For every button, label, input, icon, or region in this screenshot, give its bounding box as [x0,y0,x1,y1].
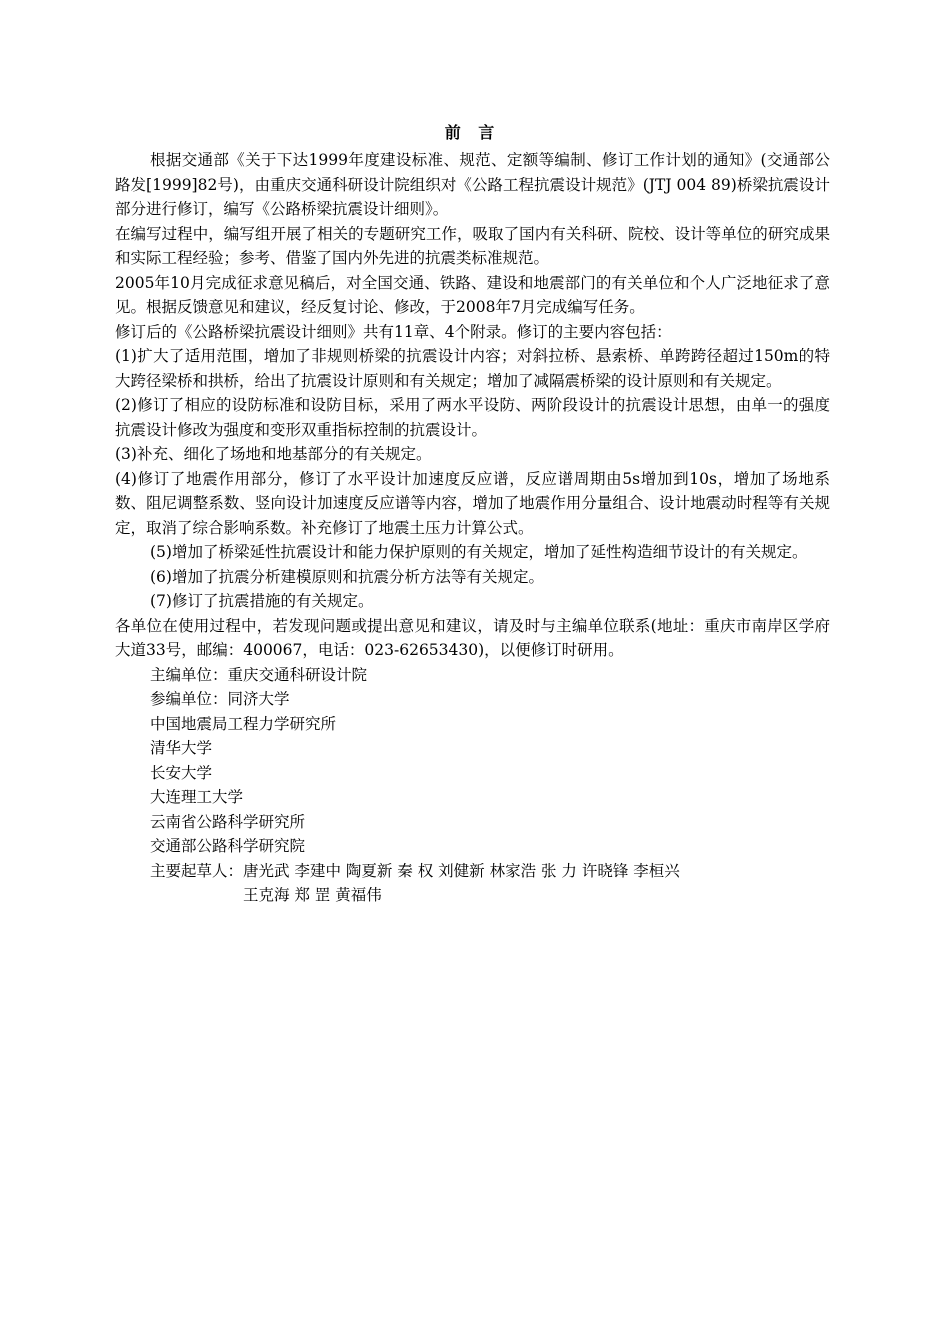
paragraph-process: 在编写过程中，编写组开展了相关的专题研究工作，吸取了国内有关科研、院校、设计等单位的研究成果和实际工程经验；参考、借鉴了国内外先进的抗震类标准规范。 [115,224,830,267]
drafters-line: 王克海 郑 罡 黄福伟 [243,886,382,904]
revision-item-3: (3)补充、细化了场地和地基部分的有关规定。 [115,445,432,463]
unit-list-item: 中国地震局工程力学研究所 [150,714,337,733]
unit-editor-in-chief: 主编单位：重庆交通科研设计院 [150,665,368,684]
page-title: 前 言 [444,123,501,142]
unit-participating: 参编单位：同济大学 [150,690,290,708]
drafters-names [243,859,830,908]
unit-list-item: 长安大学 [150,763,213,782]
paragraph-intro: 根据交通部《关于下达1999年度建设标准、规范、定额等编制、修订工作计划的通知》(交通部公路发[1999]82号)，由重庆交通科研设计院组织对《公路工程抗震设计规范》(JTJ 004 89)桥梁抗震设计部分进行修订，编写《公路桥梁抗震设计细则》。 [115,151,830,218]
preface-page [115,118,830,908]
revision-item-2: (2)修订了相应的设防标准和设防目标，采用了两水平设防、两阶段设计的抗震设计思想，由单一的强度抗震设计修改为强度和变形双重指标控制的抗震设计。 [115,396,830,439]
revision-item-4: (4)修订了地震作用部分，修订了水平设计加速度反应谱，反应谱周期由5s增加到10s，增加了场地系数、阻尼调整系数、竖向设计加速度反应谱等内容，增加了地震作用分量组合、设计地震动时程等有关规定，取消了综合影响系数。补充修订了地震土压力计算公式。 [115,469,830,537]
drafters-label: 主要起草人： [150,861,244,880]
paragraph-summary: 修订后的《公路桥梁抗震设计细则》共有11章、4个附录。修订的主要内容包括： [115,322,672,341]
unit-list-item: 清华大学 [150,739,213,757]
revision-item-1: (1)扩大了适用范围，增加了非规则桥梁的抗震设计内容；对斜拉桥、悬索桥、单跨跨径超过150m的特大跨径梁桥和拱桥，给出了抗震设计原则和有关规定；增加了减隔震桥梁的设计原则和有关规定。 [115,347,830,390]
unit-list-item: 云南省公路科学研究所 [150,812,306,831]
drafters-line: 唐光武 李建中 陶夏新 秦 权 刘健新 林家浩 张 力 许晓锋 李桓兴 [243,861,680,880]
paragraph-contact: 各单位在使用过程中，若发现问题或提出意见和建议，请及时与主编单位联系(地址：重庆市南岸区学府大道33号，邮编：400067，电话：023-62653430)，以便修订时研用。 [115,616,830,659]
unit-list-item: 交通部公路科学研究院 [150,837,306,855]
revision-item-6: (6)增加了抗震分析建模原则和抗震分析方法等有关规定。 [150,567,544,586]
unit-list-item: 大连理工大学 [150,788,244,806]
paragraph-consultation: 2005年10月完成征求意见稿后，对全国交通、铁路、建设和地震部门的有关单位和个人广泛地征求了意见。根据反馈意见和建议，经反复讨论、修改，于2008年7月完成编写任务。 [115,273,830,316]
revision-item-7: (7)修订了抗震措施的有关规定。 [150,592,374,610]
revision-item-5: (5)增加了桥梁延性抗震设计和能力保护原则的有关规定，增加了延性构造细节设计的有关规定。 [150,543,808,561]
main-drafters [115,859,830,908]
